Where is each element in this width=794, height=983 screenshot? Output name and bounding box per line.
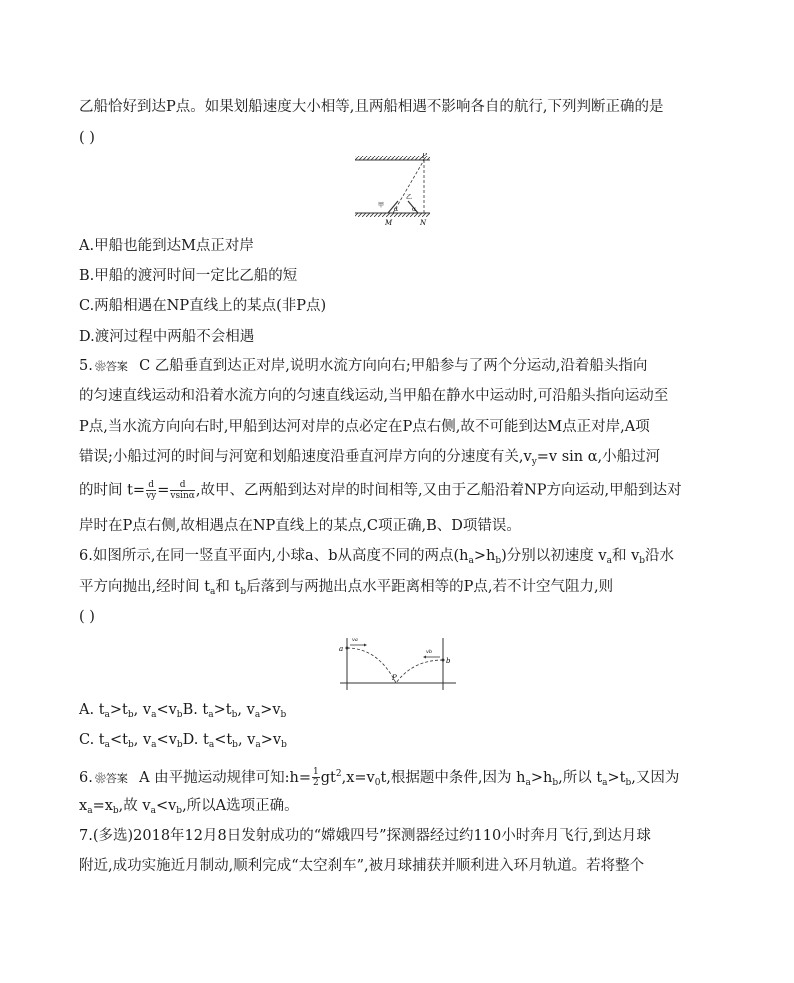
q6-options-ab: A. $t_a>t_b$, $v_a<v_bB$. $t_a>t_b$, $v_a>v_b$	[79, 702, 287, 720]
q7-line2: 附近,成功实施近月制动,顺利完成“太空刹车”,被月球捕获并顺利进入环月轨道。若将整个	[79, 858, 645, 874]
a6-num: 6.	[79, 769, 93, 786]
a5-line5-tail: ,故甲、乙两船到达对岸的时间相等,又由于乙船沿着NP方向运动,甲船到达对	[195, 482, 682, 499]
a6-text6: ,又因为	[631, 769, 680, 786]
a5-line2: 的匀速直线运动和沿着水流方向的匀速直线运动,当甲船在静水中运动时,可沿船头指向运动至	[79, 388, 669, 404]
answer-mark-icon: ❀答案	[94, 360, 128, 373]
frac1-num: d	[146, 480, 156, 491]
fig2-label-a: a	[339, 645, 344, 653]
q6-paren: ( )	[79, 609, 95, 625]
frac1-den: vy	[146, 491, 157, 501]
a5-text: C 乙船垂直到达正对岸,说明水流方向向右;甲船参与了两个分运动,沿着船头指向	[139, 358, 648, 374]
fig1-label-yi: 乙	[406, 194, 413, 201]
fig2-label-vb: vb	[426, 649, 433, 655]
a6-line2-b: ,故 v	[118, 798, 151, 814]
river-crossing-figure	[350, 153, 450, 233]
a6-line2-c: ,所以A选项正确。	[182, 798, 299, 814]
fig1-label-n: N	[420, 219, 427, 227]
projectile-figure	[338, 630, 458, 690]
q4-option-a: A.甲船也能到达M点正对岸	[79, 238, 254, 254]
a6-text2: gt	[320, 769, 336, 786]
q6-options-cd: C. $t_a<t_b$, $v_a<v_bD$. $t_a<t_b$, $v_a>v_b$	[79, 732, 287, 750]
a6-line2-a: x	[79, 798, 88, 814]
q4-option-b: B.甲船的渡河时间一定比乙船的短	[79, 268, 298, 284]
q7-line1: 7.(多选)2018年12月8日发射成功的“嫦娥四号”探测器经过约110小时奔月飞行,到达月球	[79, 828, 651, 844]
fig1-label-m: M	[385, 219, 393, 227]
a5-line3: P点,当水流方向向右时,甲船到达河对岸的点必定在P点右侧,故不可能到达M点正对岸,A项	[79, 419, 650, 435]
a6-line2: $x_a=x_b$,故 $v_a<v_b$,所以A选项正确。	[79, 798, 299, 816]
fig1-label-alpha1: α	[394, 206, 399, 213]
a5-line4	[79, 447, 660, 472]
q4-option-d: D.渡河过程中两船不会相遇	[79, 329, 255, 345]
fig1-label-jia: 甲	[378, 202, 385, 209]
frac2-num: d	[170, 480, 194, 491]
q4-line1: 乙船恰好到达P点。如果划船速度大小相等,且两船相遇不影响各自的航行,下列判断正确的是	[79, 99, 664, 115]
q6-line1-d: 沿水	[645, 548, 675, 564]
a5-line5-pre: 的时间 t=	[79, 482, 146, 499]
q6-line2-a: 平方向抛出,经时间 t	[79, 579, 211, 595]
answer-mark-icon: ❀答案	[94, 771, 128, 785]
a5-line6: 岸时在P点右侧,故相遇点在NP直线上的某点,C项正确,B、D项错误。	[79, 518, 521, 534]
frac2-den: vsinα	[170, 491, 195, 501]
q6-line1-a: 6.如图所示,在同一竖直平面内,小球a、b从高度不同的两点(h	[79, 548, 469, 564]
a5-line5: 的时间 t= $\frac{d}{vy}$ = $\frac{d}{vsin\alpha}$ ,故甲、乙两船到达对岸的时间相等,又由于乙船沿着NP方向运动,甲船到达对	[79, 480, 682, 501]
q6-option-a: A. t	[79, 702, 105, 718]
a6-text1: A 由平抛运动规律可知:h=	[139, 769, 312, 786]
a5-line4-tail: =v sin α,小船过河	[536, 449, 661, 465]
q6-line1: 6.如图所示,在同一竖直平面内,小球a、b从高度不同的两点$(h_a>h_b)$分别以初速度 $v_a$和 $v_b$沿水	[79, 548, 675, 566]
q4-option-c: C.两船相遇在NP直线上的某点(非P点)	[79, 298, 327, 314]
fraction-2	[170, 480, 194, 501]
q6-line1-c: 和 v	[611, 548, 640, 564]
fig2-label-b: b	[446, 657, 451, 665]
a5-line1	[79, 356, 647, 377]
fraction-half: $\frac{1}{2}$	[313, 767, 319, 789]
a6-text5: ,所以 t	[558, 769, 603, 786]
q4-paren: ( )	[79, 130, 95, 146]
fraction-1	[146, 480, 156, 501]
q6-option-d: D. t	[182, 732, 209, 748]
q6-line2-c: 后落到与两抛出点水平距离相等的P点,若不计空气阻力,则	[246, 579, 614, 595]
q6-line2-b: 和 t	[215, 579, 241, 595]
a6-text4: t,根据题中条件,因为 h	[380, 769, 526, 786]
a6-text3: ,x=v	[341, 769, 375, 786]
fig1-label-alpha2: α	[412, 206, 417, 213]
a5-num: 5.	[79, 358, 93, 374]
a5-line4-sub: y	[531, 457, 537, 467]
fig2-label-p: P	[392, 674, 397, 682]
fig2-label-va: va	[352, 637, 358, 643]
fig1-label-p: P	[422, 153, 427, 160]
q6-line2: 平方向抛出,经时间 $t_a$和 $t_b$后落到与两抛出点水平距离相等的P点,若不计空气阻力,则	[79, 579, 614, 597]
q6-line1-b: )分别以初速度 v	[501, 548, 607, 564]
a6-line1: 6. ❀答案 A 由平抛运动规律可知:h= $\frac{1}{2}$ $gt^2,x=v_0t$,根据题中条件,因为 $h_a>h_b$,所以 $t_a>t_b$,又因为	[79, 767, 680, 789]
q6-option-c: C. t	[79, 732, 105, 748]
a5-line4-text: 错误;小船过河的时间与河宽和划船速度沿垂直河岸方向的分速度有关,v	[79, 449, 532, 465]
q6-option-b: B. t	[182, 702, 209, 718]
